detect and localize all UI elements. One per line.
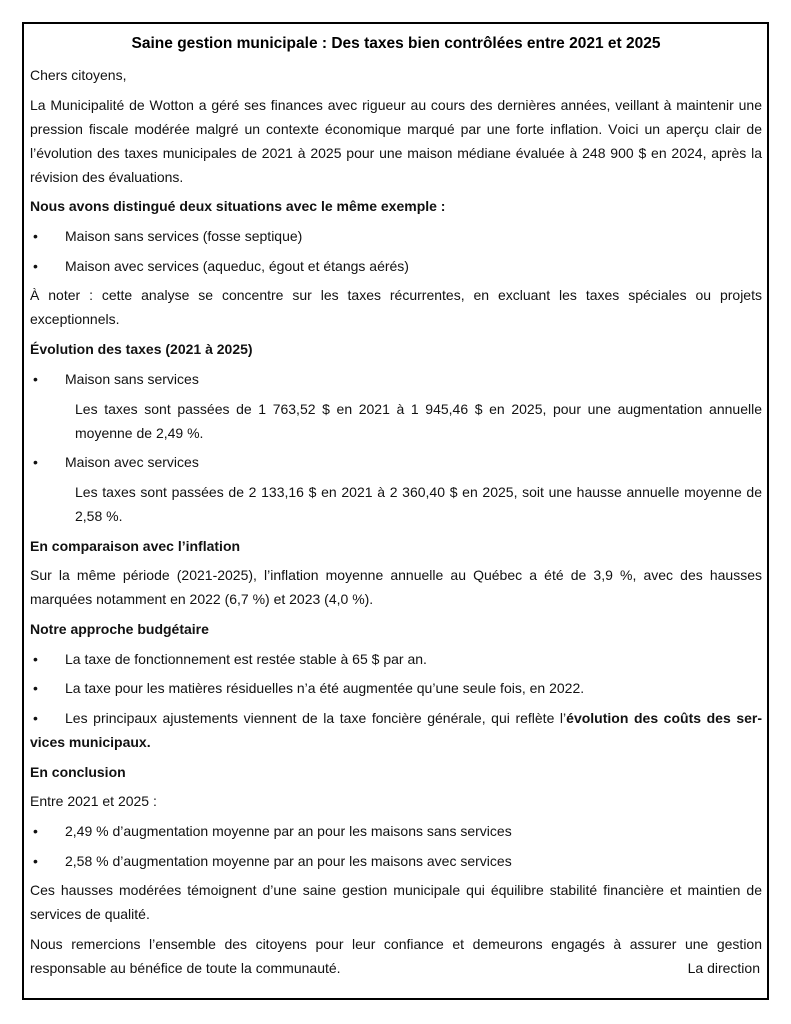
signature: La direction (687, 960, 760, 977)
list-item-text: Maison sans services (65, 370, 199, 387)
bullet-marker (30, 849, 65, 873)
list-item-approach-operating-tax (30, 647, 762, 671)
bullet-marker (30, 450, 65, 474)
closing-paragraph (30, 932, 762, 980)
list-item-emphasis: évolution des coûts des ser-vices municipaux. (30, 710, 762, 750)
list-item-situation-without-services (30, 224, 762, 248)
summary-paragraph: Ces hausses modérées témoignent d’une saine gestion municipale qui équilibre stabilité financière et maintien de services de qualité. (30, 882, 762, 923)
list-item-text: Maison sans services (fosse septique) (65, 228, 303, 245)
section-heading-inflation: En comparaison avec l’inflation (30, 537, 241, 554)
list-item-text: Maison avec services (65, 454, 199, 471)
section-heading-situations: Nous avons distingué deux situations avec le même exemple : (30, 198, 446, 215)
list-item-text: Les principaux ajustements viennent de la taxe foncière générale, qui reflète l’ (65, 710, 567, 726)
list-item-approach-waste-tax (30, 676, 762, 700)
bullet-marker (30, 254, 65, 278)
list-item-text: 2,49 % d’augmentation moyenne par an pour les maisons sans services (65, 823, 512, 840)
case-detail-without-services: Les taxes sont passées de 1 763,52 $ en 2021 à 1 945,46 $ en 2025, pour une augmentation annuelle moyenne de 2,49 %. (75, 400, 762, 441)
inflation-paragraph: Sur la même période (2021-2025), l’inflation moyenne annuelle au Québec a été de 3,9 %, avec des hausses marquées notamment en 2022 (6,7 %) et 2023 (4,0 %). (30, 567, 762, 608)
bullet-marker (30, 647, 65, 671)
section-heading-evolution: Évolution des taxes (2021 à 2025) (30, 341, 253, 358)
greeting: Chers citoyens, (30, 67, 127, 83)
intro-paragraph: La Municipalité de Wotton a géré ses finances avec rigueur au cours des dernières années, veillant à maintenir une pression fiscale modérée malgré un contexte économique marqué par une forte inflation. Voici un aperçu clair de l’évolution des taxes municipales de 2021 à 2025 pour une maison médiane évaluée à 248 900 $ en 2024, après la révision des évaluations. (30, 96, 762, 185)
case-detail-with-services: Les taxes sont passées de 2 133,16 $ en 2021 à 2 360,40 $ en 2025, soit une hausse annuelle moyenne de 2,58 %. (75, 483, 762, 524)
conclusion-intro: Entre 2021 et 2025 : (30, 793, 157, 810)
list-item-case-without-services (30, 367, 762, 391)
bullet-marker (30, 224, 65, 248)
bullet-marker (30, 367, 65, 391)
thanks-text: Nous remercions l’ensemble des citoyens pour leur confiance et demeurons engagés à assurer une gestion responsable au bénéfice de toute la communauté. (30, 936, 762, 977)
bullet-marker (30, 819, 65, 843)
section-heading-conclusion: En conclusion (30, 763, 126, 780)
bullet-marker (30, 706, 65, 730)
list-item-conclusion-without-services (30, 819, 762, 843)
list-item-approach-property-tax (30, 706, 762, 754)
list-item-situation-with-services (30, 254, 762, 278)
list-item-text: 2,58 % d’augmentation moyenne par an pour les maisons avec services (65, 852, 512, 869)
page-title: Saine gestion municipale : Des taxes bien contrôlées entre 2021 et 2025 (131, 35, 661, 52)
list-item-text: Maison avec services (aqueduc, égout et étangs aérés) (65, 257, 409, 274)
list-item-conclusion-with-services (30, 849, 762, 873)
document-frame (22, 22, 769, 1000)
note-paragraph: À noter : cette analyse se concentre sur les taxes récurrentes, en excluant les taxes spéciales ou projets exceptionnels. (30, 287, 762, 328)
bullet-marker (30, 676, 65, 700)
list-item-text: La taxe de fonctionnement est restée stable à 65 $ par an. (65, 650, 427, 667)
list-item-case-with-services (30, 450, 762, 474)
list-item-text: La taxe pour les matières résiduelles n’a été augmentée qu’une seule fois, en 2022. (65, 680, 585, 697)
section-heading-approach: Notre approche budgétaire (30, 620, 209, 637)
